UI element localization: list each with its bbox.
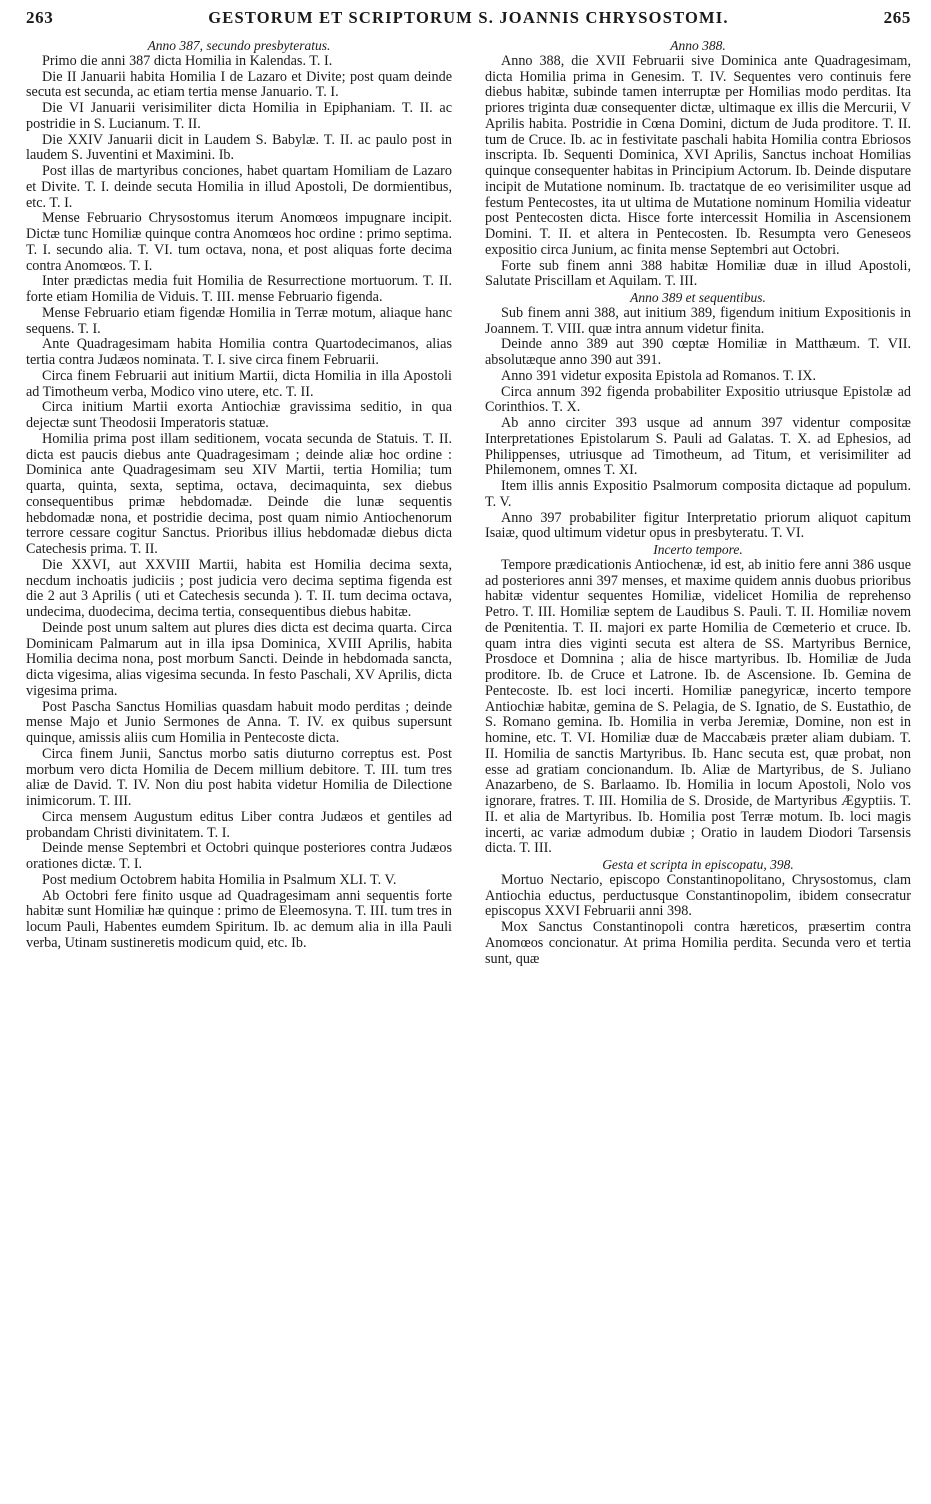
page-number-right: 265: [883, 8, 911, 27]
paragraph: Deinde post unum saltem aut plures dies dicta est decima quarta. Circa Dominicam Palmarum aut in illa ipsa Dominica, XVIII Aprilis, habita Homilia decima nona, post morbum Sancti. Deinde in hebdomada sancta, dicta vigesima, alias vigesima secunda. In festo Paschali, XV Aprilis, dicta vigesima prima.: [26, 619, 452, 699]
paragraph: Ante Quadragesimam habita Homilia contra Quartodecimanos, alias tertia contra Judæos nominata. T. I. sive circa finem Februarii.: [26, 336, 452, 368]
paragraph: Sub finem anni 388, aut initium 389, figendum initium Expositionis in Joannem. T. VIII. quæ intra annum videtur finita.: [485, 304, 911, 337]
paragraph: Forte sub finem anni 388 habitæ Homiliæ duæ in illud Apostoli, Salutate Priscillam et Aquilam. T. III.: [485, 257, 911, 290]
paragraph: Inter prædictas media fuit Homilia de Resurrectione mortuorum. T. II. forte etiam Homilia de Viduis. T. III. mense Februario figenda.: [26, 273, 452, 305]
right-column: [485, 38, 911, 1504]
paragraph: Homilia prima post illam seditionem, vocata secunda de Statuis. T. II. dicta est paucis diebus ante Quadragesimam ; deinde aliæ hoc ordine : Dominica ante Quadragesimam seu XIV Martii, tertia Homilia; tum quarta, quinta, sexta, septima, octava, decimaquinta, sex diebus consequentibus primæ hebdomadæ. Deinde die lunæ sequentis hebdomadæ nona, et postridie decima, post quam nimio Antiochenorum terrore cessare cogitur Sanctus. Prioribus illius hebdomadæ diebus dicta Catechesis prima. T. II.: [26, 430, 452, 557]
paragraph: Circa annum 392 figenda probabiliter Expositio utriusque Epistolæ ad Corinthios. T. X.: [485, 383, 911, 416]
paragraph: Post Pascha Sanctus Homilias quasdam habuit modo perditas ; deinde mense Majo et Junio Sermones de Anna. T. IV. ex quibus supersunt quinque, amissis aliis cum Homilia in Pentecoste dicta.: [26, 698, 452, 746]
paragraph: Circa finem Junii, Sanctus morbo satis diuturno correptus est. Post morbum vero dicta Homilia de Decem millium debitore. T. III. tum tres aliæ de David. T. IV. Non diu post habita videtur Homilia de Dilectione inimicorum. T. III.: [26, 745, 452, 809]
paragraph: Circa initium Martii exorta Antiochiæ gravissima seditio, in qua dejectæ sunt Theodosii Imperatoris statuæ.: [26, 399, 452, 431]
paragraph: Deinde mense Septembri et Octobri quinque posteriores contra Judæos orationes dictæ. T. I.: [26, 840, 452, 872]
paragraph: Ab Octobri fere finito usque ad Quadragesimam anni sequentis forte habitæ sunt Homiliæ hæ quinque : primo de Eleemosyna. T. III. tum tres in locum Pauli, Habentes eumdem Spiritum. Ib. ac demum alia in illa Pauli verba, Utinam sustineretis modicum quid, etc. Ib.: [26, 887, 452, 951]
paragraph: Anno 388, die XVII Februarii sive Dominica ante Quadragesimam, dicta Homilia prima in Genesim. T. IV. Sequentes vero continuis fere diebus habitæ, subinde tamen interruptæ per Homilias modo perditas. Ita priores triginta duæ consequenter dictæ, ultimaque ex illis die Mercurii, V Aprilis habita. Postridie in Cœna Domini, dictum de Juda proditore. T. II. tum de Cruce. Ib. ac in festivitate paschali habita Homilia contra Ebriosos inscripta. Ib. Sequenti Dominica, XVI Aprilis, Sanctus inchoat Homilias quinque consequenter habitas in Principium Actorum. Ib. Deinde disputare incipit de Mutatione nominum. Ib. tractatque de eo verisimiliter usque ad festum Pentecostes, ita ut ultima de Mutatione nominum Homilia videatur post Pentecosten dicta. Hisce forte intercessit Homilia in Ascensionem Domini. T. II. et altera in Pentecosten. Ib. Resumpta vero Geneseos expositio circa Junium, ac finita mense Septembri aut Octobri.: [485, 52, 911, 258]
page-number-left: 263: [26, 8, 54, 27]
section-heading: Gesta et scripta in episcopatu, 398.: [602, 857, 794, 872]
paragraph: Die VI Januarii verisimiliter dicta Homilia in Epiphaniam. T. II. ac postridie in S. Lucianum. T. II.: [26, 100, 452, 132]
paragraph: Tempore prædicationis Antiochenæ, id est, ab initio fere anni 386 usque ad posteriores anni 397 menses, et maxime quidem annis duobus prioribus habitæ videntur sequentes Homiliæ, videlicet Homilia de reprehenso Petro. T. III. Homiliæ septem de Laudibus S. Pauli. T. II. Homiliæ novem de Pœnitentia. T. II. majori ex parte Homilia de Cœmeterio et cruce. Ib. quam intra dies viginti secuta est altera de SS. Martyribus Bernice, Prosdoce et Domnina ; alia de hisce martyribus. Ib. Homiliæ de Juda proditore. Ib. de Cruce et Latrone. Ib. de Ascensione. Ib. Gemina de Pentecoste. Ib. est loci incerti. Homiliæ panegyricæ, incerto tempore Antiochiæ habitæ, gemina de S. Pelagia, de S. Ignatio, de S. Eustathio, de S. Romano gemina. Ib. Homilia in verba Jeremiæ, Domine, non est in homine, etc. T. VI. Homiliæ duæ de Maccabæis præter aliam dubiam. T. II. Homilia de sanctis Martyribus. Ib. Hanc secuta est, quæ probat, non esse ad gratiam concionandum. Ib. Aliæ de Martyribus, de S. Juliano Anazarbeno, de S. Barlaamo. Ib. Homilia in locum Apostoli, Nolo vos ignorare, fratres. T. III. Homilia de S. Droside, de Martyribus Ægyptiis. T. II. et alia de Martyribus. Ib. Homilia post Terræ motum. Ib. loci magis incerti, ac variæ admodum dubiæ ; Oratio in laudem Diodori Tarsensis dicta. T. III.: [485, 556, 911, 857]
running-title: GESTORUM ET SCRIPTORUM S. JOANNIS CHRYSOSTOMI.: [208, 8, 729, 27]
paragraph: Mox Sanctus Constantinopoli contra hæreticos, præsertim contra Anomœos concionatur. At prima Homilia perdita. Secunda vero et tertia sunt, quæ: [485, 919, 911, 967]
paragraph: Die XXVI, aut XXVIII Martii, habita est Homilia decima sexta, necdum inchoatis judiciis ; post judicia vero decima septima figenda est die 2 aut 3 Aprilis ( uti et Catechesis secunda ). T. II. tum decima octava, undecima, duodecima, decima tertia, consequentibus diebus habitæ.: [26, 556, 452, 620]
paragraph: Die II Januarii habita Homilia I de Lazaro et Divite; post quam deinde secuta est secunda, ac etiam tertia mense Januario. T. I.: [26, 68, 452, 101]
paragraph: Circa finem Februarii aut initium Martii, dicta Homilia in illa Apostoli ad Timotheum verba, Modico vino utere, etc. T. II.: [26, 367, 452, 400]
paragraph: Deinde anno 389 aut 390 cœptæ Homiliæ in Matthæum. T. VII. absolutæque anno 390 aut 391.: [485, 336, 911, 368]
paragraph: Post medium Octobrem habita Homilia in Psalmum XLI. T. V.: [42, 871, 397, 888]
section-heading: Incerto tempore.: [653, 542, 743, 557]
paragraph: Primo die anni 387 dicta Homilia in Kalendas. T. I.: [42, 52, 333, 69]
text-columns: [26, 38, 911, 1504]
paragraph: Anno 391 videtur exposita Epistola ad Romanos. T. IX.: [501, 367, 817, 384]
paragraph: Mortuo Nectario, episcopo Constantinopolitano, Chrysostomus, clam Antiochia eductus, perductusque Constantinopolim, ibidem consecratur episcopus XXVI Februarii anni 398.: [485, 871, 911, 920]
paragraph: Item illis annis Expositio Psalmorum composita dictaque ad populum. T. V.: [485, 478, 911, 510]
paragraph: Anno 397 probabiliter figitur Interpretatio priorum aliquot capitum Isaiæ, quod ultimum videtur opus in presbyteratu. T. VI.: [485, 509, 911, 542]
paragraph: Mense Februario etiam figendæ Homilia in Terræ motum, aliaque hanc sequens. T. I.: [26, 304, 452, 337]
section-heading: Anno 388.: [670, 38, 726, 53]
paragraph: Die XXIV Januarii dicit in Laudem S. Babylæ. T. II. ac paulo post in laudem S. Juventini et Maximini. Ib.: [26, 131, 452, 164]
paragraph: Post illas de martyribus conciones, habet quartam Homiliam de Lazaro et Divite. T. I. deinde secuta Homilia in illud Apostoli, De dormientibus, etc. T. I.: [26, 163, 452, 211]
paragraph: Mense Februario Chrysostomus iterum Anomœos impugnare incipit. Dictæ tunc Homiliæ quinque contra Anomœos hoc ordine : primo septima. T. I. secundo alia. T. VI. tum octava, nona, et post aliquas forte decima contra Anomœos. T. I.: [26, 210, 452, 274]
section-heading: Anno 387, secundo presbyteratus.: [147, 38, 331, 53]
paragraph: Ab anno circiter 393 usque ad annum 397 videntur compositæ Interpretationes Epistolarum S. Pauli ad Galatas. T. X. ad Ephesios, ad Philippenses, utriusque ad Timotheum, ad Titum, et verisimiliter ad Philemonem, omnes T. XI.: [485, 415, 911, 479]
paragraph: Circa mensem Augustum editus Liber contra Judæos et gentiles ad probandam Christi divinitatem. T. I.: [26, 808, 452, 841]
section-heading: Anno 389 et sequentibus.: [630, 290, 766, 305]
left-column: [26, 38, 452, 1504]
running-header: [26, 8, 911, 34]
